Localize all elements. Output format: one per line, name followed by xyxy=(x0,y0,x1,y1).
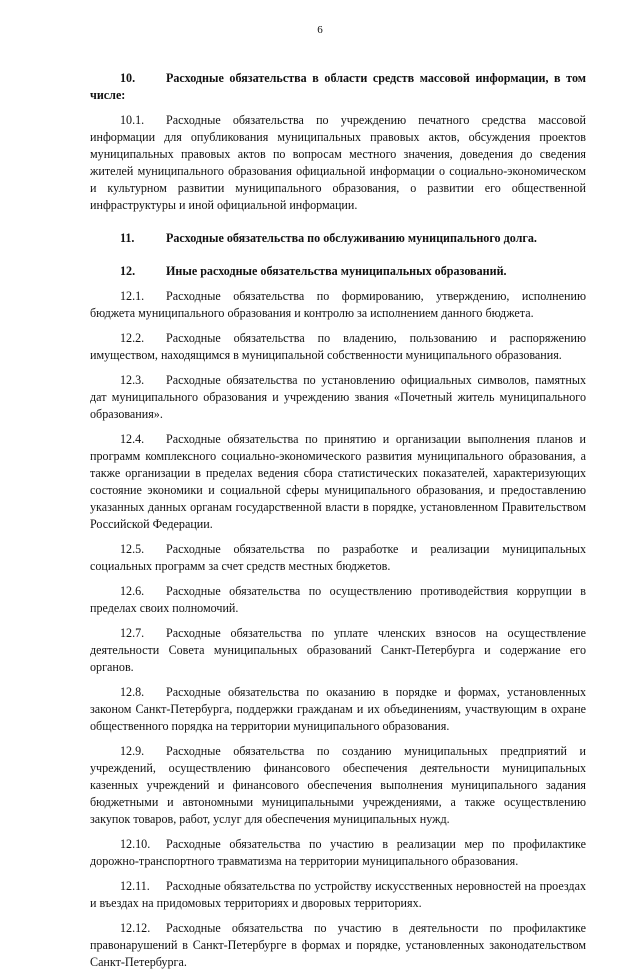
list-item xyxy=(90,920,586,971)
section-heading xyxy=(90,70,586,104)
item-text: Расходные обязательства по владению, пользованию и распоряжению имуществом, находящимся в муниципальной собственности муниципального образования. xyxy=(90,331,586,362)
item-text: Расходные обязательства по участию в реализации мер по профилактике дорожно-транспортного травматизма на территории муниципального образования. xyxy=(90,837,586,868)
item-text: Расходные обязательства по разработке и реализации муниципальных социальных программ за счет средств местных бюджетов. xyxy=(90,542,586,573)
item-number: 12.11. xyxy=(120,879,150,893)
item-text: Расходные обязательства по принятию и организации выполнения планов и программ комплексного социально-экономического развития муниципального образования, а также организации в пределах ведения сбора статистических показателей, характеризующих состояние экономики и социальной сферы муниципального образования, и предоставлению указанных данных органам государственной власти в порядке, установленном Правительством Российской Федерации. xyxy=(90,432,586,531)
item-text: Расходные обязательства по устройству искусственных неровностей на проездах и въездах на придомовых территориях и дворовых территориях. xyxy=(90,879,586,910)
item-number: 12.1. xyxy=(120,289,145,303)
item-text: Расходные обязательства по оказанию в порядке и формах, установленных законом Санкт-Петербурга, поддержки гражданам и их объединениям, участвующим в охране общественного порядка на территории муниципального образования. xyxy=(90,685,586,733)
list-item xyxy=(90,330,586,364)
list-item xyxy=(90,878,586,912)
item-text: Расходные обязательства по установлению официальных символов, памятных дат муниципального образования и учреждению звания «Почетный житель муниципального образования». xyxy=(90,373,586,421)
item-number: 12.12. xyxy=(120,921,151,935)
item-number: 12.9. xyxy=(120,744,145,758)
item-number: 12.4. xyxy=(120,432,145,446)
section-title: Расходные обязательства в области средств массовой информации, в том числе: xyxy=(90,71,586,102)
section-heading xyxy=(90,230,586,247)
list-item xyxy=(90,684,586,735)
item-text: Расходные обязательства по уплате членских взносов на осуществление деятельности Совета муниципальных образований Санкт-Петербурга и содержание его органов. xyxy=(90,626,586,674)
item-number: 10.1. xyxy=(120,113,145,127)
section-number: 12. xyxy=(120,264,136,278)
section-number: 11. xyxy=(120,231,135,245)
item-number: 12.5. xyxy=(120,542,145,556)
item-text: Расходные обязательства по формированию, утверждению, исполнению бюджета муниципального образования и контролю за исполнением данного бюджета. xyxy=(90,289,586,320)
item-number: 12.7. xyxy=(120,626,145,640)
item-text: Расходные обязательства по участию в деятельности по профилактике правонарушений в Санкт-Петербурге в формах и порядке, установленных законодательством Санкт-Петербурга. xyxy=(90,921,586,969)
item-text: Расходные обязательства по созданию муниципальных предприятий и учреждений, осуществлению финансового обеспечения деятельности муниципальных казенных учреждений и финансового обеспечения выполнения муниципального задания бюджетными и автономными муниципальными учреждениями, а также осуществлению закупок товаров, работ, услуг для обеспечения муниципальных нужд. xyxy=(90,744,586,826)
item-number: 12.3. xyxy=(120,373,145,387)
item-number: 12.6. xyxy=(120,584,145,598)
item-number: 12.8. xyxy=(120,685,145,699)
list-item xyxy=(90,625,586,676)
page-number: 6 xyxy=(317,24,323,36)
list-item xyxy=(90,836,586,870)
list-item xyxy=(90,288,586,322)
list-item xyxy=(90,583,586,617)
document-body xyxy=(90,70,586,979)
list-item xyxy=(90,372,586,423)
section-title: Расходные обязательства по обслуживанию муниципального долга. xyxy=(166,231,537,245)
section-title: Иные расходные обязательства муниципальных образований. xyxy=(166,264,507,278)
item-number: 12.10. xyxy=(120,837,151,851)
list-item xyxy=(90,743,586,828)
item-number: 12.2. xyxy=(120,331,145,345)
item-text: Расходные обязательства по осуществлению противодействия коррупции в пределах своих полномочий. xyxy=(90,584,586,615)
section-number: 10. xyxy=(120,71,136,85)
section-heading xyxy=(90,263,586,280)
list-item xyxy=(90,431,586,533)
list-item xyxy=(90,112,586,214)
list-item xyxy=(90,541,586,575)
item-text: Расходные обязательства по учреждению печатного средства массовой информации для опубликования муниципальных правовых актов, обсуждения проектов муниципальных правовых актов по вопросам местного значения, доведения до сведения жителей муниципального образования официальной информации о социально-экономическом и культурном развитии муниципального образования, о развитии его общественной инфраструктуры и иной официальной информации. xyxy=(90,113,586,212)
